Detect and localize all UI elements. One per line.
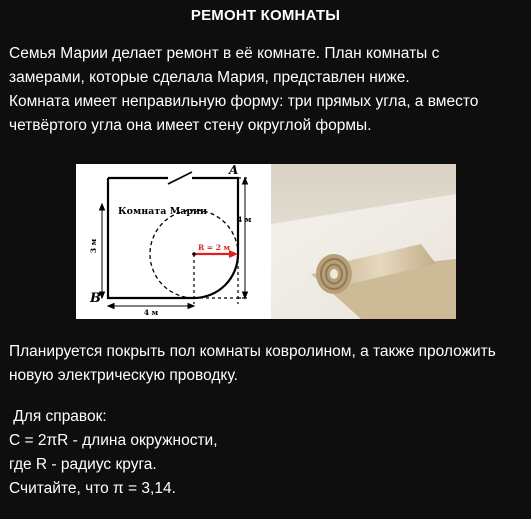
intro-line: Комната имеет неправильную форму: три прямых угла, а вместо <box>9 93 479 110</box>
corner-a-label: A <box>229 164 239 177</box>
reference-line: C = 2πR - длина окружности, <box>9 432 218 449</box>
circle-center <box>192 252 196 256</box>
radius-arrowhead <box>229 250 238 258</box>
carpet-roll-photo <box>271 164 456 319</box>
extension-lines <box>194 178 248 304</box>
straight-walls-left-bottom <box>108 178 194 298</box>
intro-line: четвёртого угла она имеет стену округлой формы. <box>9 117 372 134</box>
reference-block <box>9 405 524 501</box>
intro-line: замерами, которые сделала Мария, представлен ниже. <box>9 69 410 86</box>
bottom-side-length: 4 м <box>143 308 159 317</box>
radius-label: R = 2 м <box>197 243 231 252</box>
right-side-length: 4 м <box>237 215 252 224</box>
task-line: новую электрическую проводку. <box>9 367 238 384</box>
reference-line: Для справок: <box>9 408 107 425</box>
room-walls <box>108 178 238 298</box>
intro-line: Семья Марии делает ремонт в её комнате. План комнаты с <box>9 45 440 62</box>
task-line: Планируется покрыть пол комнаты ковролином, а также проложить <box>9 343 496 360</box>
reference-line: где R - радиус круга. <box>9 456 157 473</box>
figure-panel <box>76 164 456 319</box>
task-paragraph <box>9 340 524 388</box>
room-plan-diagram <box>76 164 261 319</box>
reference-line: Считайте, что π = 3,14. <box>9 480 176 497</box>
door-symbol <box>168 172 192 184</box>
corner-b-label: B <box>90 291 101 306</box>
left-side-length: 3 м <box>89 238 98 254</box>
page-title: РЕМОНТ КОМНАТЫ <box>190 7 341 24</box>
room-label: Комната Марии <box>118 206 208 217</box>
intro-paragraph <box>9 42 524 138</box>
